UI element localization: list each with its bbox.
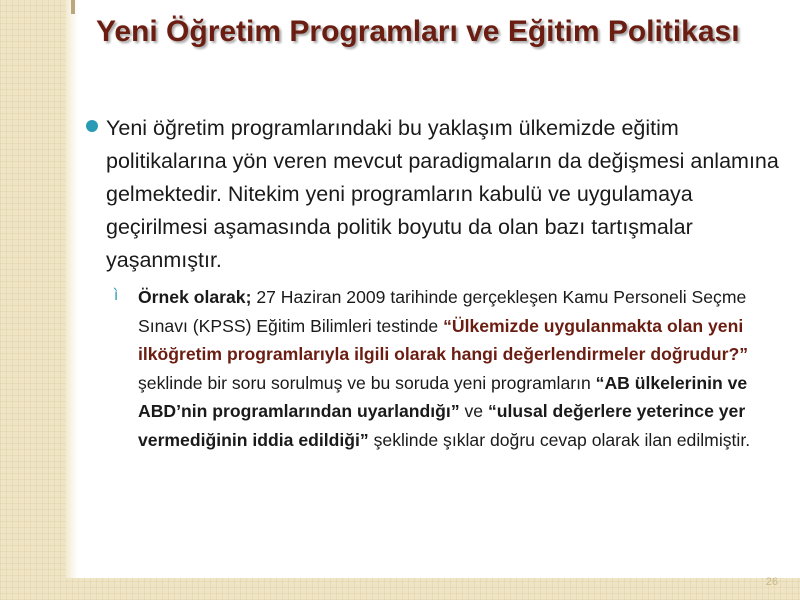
bottom-decorative-band [0,578,800,600]
example-text-3: ve [459,401,488,421]
bullet-level2 [86,283,786,454]
left-decorative-band [0,0,66,600]
bullet-level1-text: Yeni öğretim programlarındaki bu yaklaşım ülkemizde eğitim politikalarına yön veren mevcut paradigmaların da değişmesi anlamına gelmektedir. Nitekim yeni programların kabulü ve uygulamaya geçirilmesi aşamasında politik boyutu da olan bazı tartışmalar yaşanmıştır. [106,116,779,272]
slide-title: Yeni Öğretim Programları ve Eğitim Politikası [96,15,740,48]
page-number: 26 [765,576,778,588]
answer-quote-2: “ulusal değerlere yeterince yer vermediğinin iddia edildiği” [138,401,746,450]
slide-body [86,112,786,454]
sub-bullet-icon: ì [114,286,119,304]
bullet-level1 [86,112,786,277]
bullet-level2-text [138,283,786,454]
example-text-1: 27 Haziran 2009 tarihinde gerçekleşen Kamu Personeli Seçme Sınavı (KPSS) Eğitim Bilimleri testinde [138,287,747,336]
answer-quote-1: “AB ülkelerinin ve ABD’nin programlarından uyarlandığı” [138,372,748,421]
left-band-edge [66,0,78,600]
bullet-dot-icon [86,120,98,132]
top-marker [71,0,75,14]
exam-question: “Ülkemizde uygulanmakta olan yeni ilköğretim programlarıyla ilgili olarak hangi değerlendirmeler doğrudur?” [138,315,749,364]
example-text-2: şeklinde bir soru sorulmuş ve bu soruda yeni programların [138,372,596,393]
example-lead: Örnek olarak; [138,287,252,307]
example-text-4: şeklinde şıklar doğru cevap olarak ilan edilmiştir. [368,429,751,450]
